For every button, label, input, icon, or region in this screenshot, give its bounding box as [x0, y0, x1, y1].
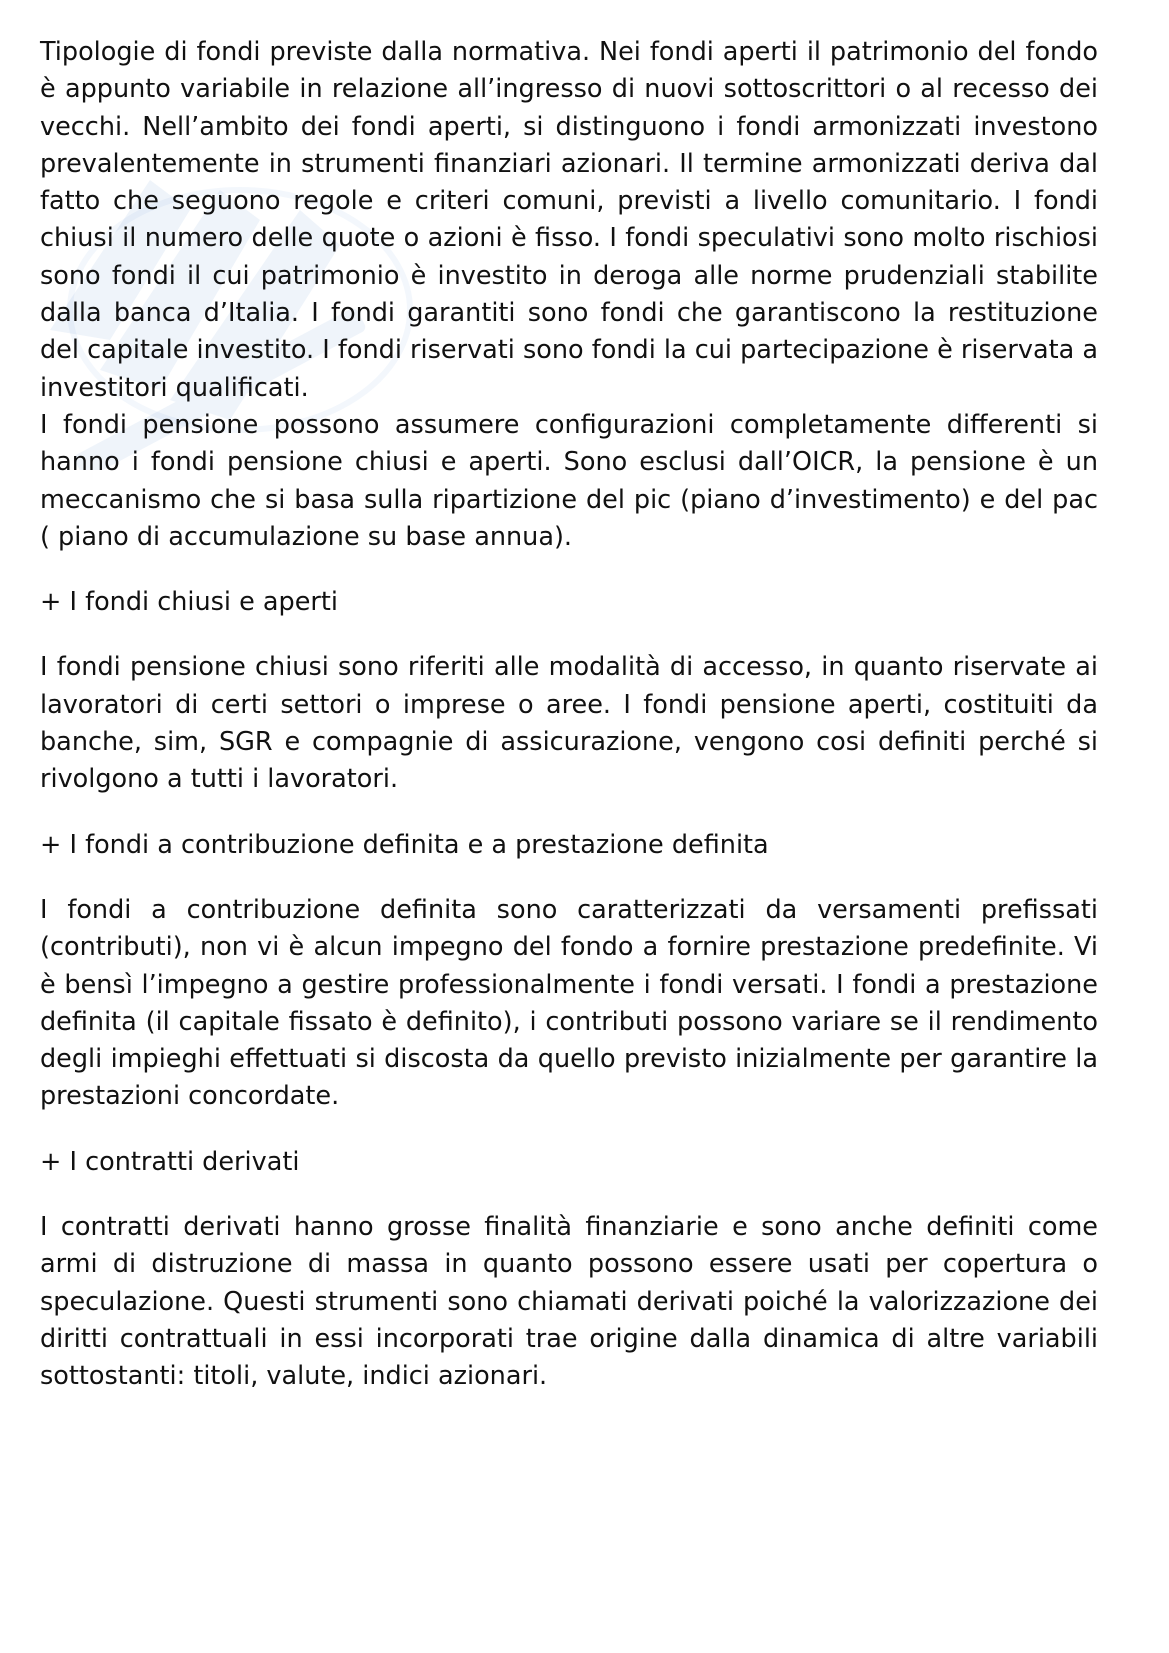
document-body: [40, 34, 1098, 1396]
heading-contratti-derivati: + I contratti derivati: [40, 1146, 300, 1177]
paragraph-contratti-derivati: I contratti derivati hanno grosse finalità finanziarie e sono anche definiti come armi di distruzione di massa in quanto possono essere usati per copertura o speculazione. Questi strumenti sono chiamati derivati poiché la valorizzazione dei diritti contrattuali in essi incorporati trae origine dalla dinamica di altre variabili sottostanti: titoli, valute, indici azionari.: [40, 1212, 1098, 1392]
heading-fondi-chiusi-aperti: + I fondi chiusi e aperti: [40, 587, 338, 618]
heading-contribuzione-prestazione: + I fondi a contribuzione definita e a prestazione definita: [40, 829, 769, 860]
paragraph-fondi-pensione: I fondi pensione possono assumere configurazioni completamente differenti si hanno i fondi pensione chiusi e aperti. Sono esclusi dall’OICR, la pensione è un meccanismo che si basa sulla ripartizione del pic (piano d’investimento) e del pac ( piano di accumulazione su base annua).: [40, 409, 1098, 552]
paragraph-fondi-chiusi-aperti: I fondi pensione chiusi sono riferiti alle modalità di accesso, in quanto riservate ai lavoratori di certi settori o imprese o aree. I fondi pensione aperti, costituiti da banche, sim, SGR e compagnie di assicurazione, vengono cosi definiti perché si rivolgono a tutti i lavoratori.: [40, 652, 1098, 795]
paragraph-contribuzione-prestazione: I fondi a contribuzione definita sono caratterizzati da versamenti prefissati (contributi), non vi è alcun impegno del fondo a fornire prestazione predefinite. Vi è bensì l’impegno a gestire professionalmente i fondi versati. I fondi a prestazione definita (il capitale fissato è definito), i contributi possono variare se il rendimento degli impieghi effettuati si discosta da quello previsto inizialmente per garantire la prestazioni concordate.: [40, 894, 1098, 1112]
paragraph-tipologie-fondi: Tipologie di fondi previste dalla normativa. Nei fondi aperti il patrimonio del fondo è appunto variabile in relazione all’ingresso di nuovi sottoscrittori o al recesso dei vecchi. Nell’ambito dei fondi aperti, si distinguono i fondi armonizzati investono prevalentemente in strumenti finanziari azionari. Il termine armonizzati deriva dal fatto che seguono regole e criteri comuni, previsti a livello comunitario. I fondi chiusi il numero delle quote o azioni è fisso. I fondi speculativi sono molto rischiosi sono fondi il cui patrimonio è investito in deroga alle norme prudenziali stabilite dalla banca d’Italia. I fondi garantiti sono fondi che garantiscono la restituzione del capitale investito. I fondi riservati sono fondi la cui partecipazione è riservata a investitori qualificati.: [40, 37, 1098, 403]
